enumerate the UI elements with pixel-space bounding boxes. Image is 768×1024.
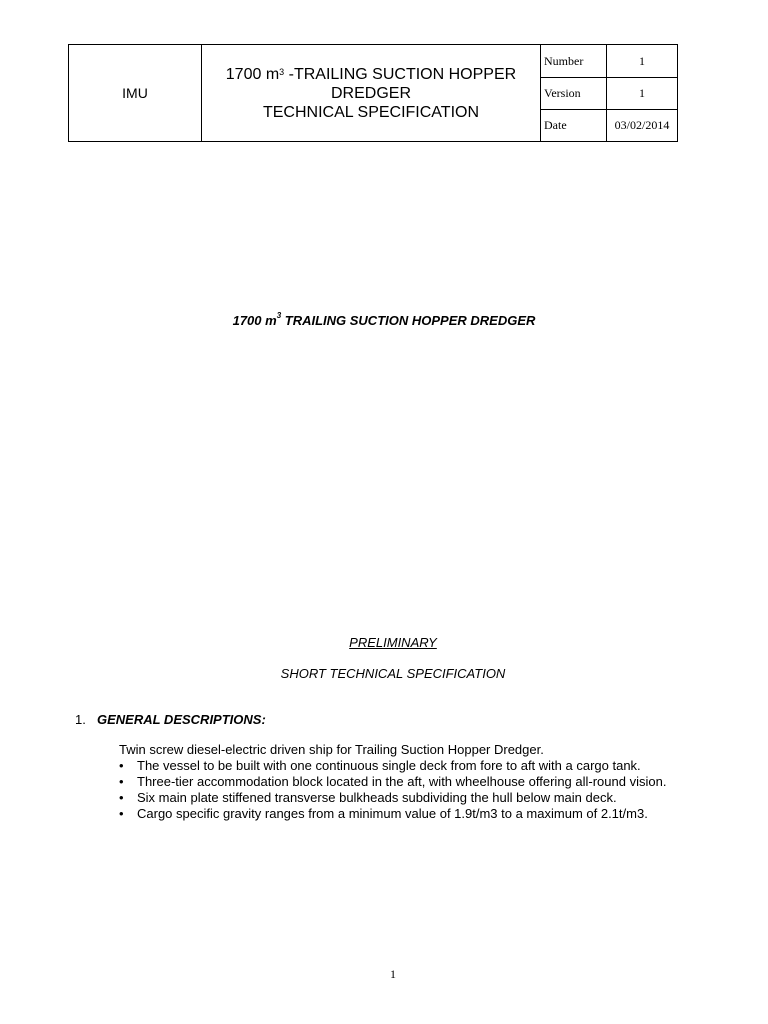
bullet-icon: •	[119, 790, 124, 805]
document-header-table	[68, 44, 678, 142]
section-heading	[75, 712, 266, 727]
document-title: 1700 $m^3$ TRAILING SUCTION HOPPER DREDGER	[232, 311, 536, 328]
organization-cell: IMU	[69, 45, 202, 142]
section-intro: Twin screw diesel-electric driven ship for Trailing Suction Hopper Dredger.	[119, 742, 544, 757]
section-number: 1.	[75, 712, 86, 727]
header-title-line2: DREDGER	[330, 84, 411, 102]
bullet-list	[119, 758, 714, 822]
header-title	[202, 45, 541, 142]
page-number: 1	[390, 967, 396, 981]
preliminary-label: PRELIMINARY	[349, 635, 437, 650]
header-title-line1: 1700 $m^3$ -TRAILING SUCTION HOPPER	[225, 65, 517, 83]
version-label: Version	[541, 78, 607, 110]
bullet-icon: •	[119, 758, 124, 773]
bullet-icon: •	[119, 774, 124, 789]
version-value: 1	[607, 78, 678, 110]
number-value: 1	[607, 45, 678, 78]
date-value: 03/02/2014	[607, 110, 678, 142]
date-label: Date	[541, 110, 607, 142]
header-title-line3: TECHNICAL SPECIFICATION	[262, 103, 480, 121]
short-spec-subtitle: SHORT TECHNICAL SPECIFICATION	[280, 666, 506, 681]
section-title: GENERAL DESCRIPTIONS:	[97, 712, 266, 727]
list-item: • Six main plate stiffened transverse bulkheads subdividing the hull below main deck.	[119, 790, 617, 805]
list-item: • Cargo specific gravity ranges from a minimum value of 1.9t/m3 to a maximum of 2.1t/m3.	[119, 806, 648, 821]
list-item: • The vessel to be built with one continuous single deck from fore to aft with a cargo tank.	[119, 758, 641, 773]
number-label: Number	[541, 45, 607, 78]
list-item: • Three-tier accommodation block located in the aft, with wheelhouse offering all-round vision.	[119, 774, 667, 789]
bullet-icon: •	[119, 806, 124, 821]
